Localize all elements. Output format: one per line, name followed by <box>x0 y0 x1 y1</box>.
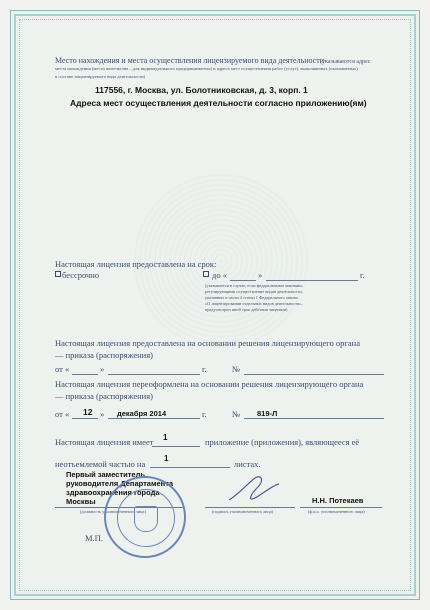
basis-day-line <box>72 374 98 375</box>
signatory-title-line: руководителя Департамента <box>66 479 174 488</box>
appendix-line2-before: неотъемлемой частью на <box>55 459 146 469</box>
appendix-text-before: Настоящая лицензия имеет <box>55 437 154 447</box>
basis-line2: — приказа (распоряжения) <box>55 350 153 360</box>
basis-month-line <box>108 374 200 375</box>
term-note-line: предусмотрен иной срок действия лицензии) <box>205 307 288 312</box>
official-seal-icon <box>104 476 186 558</box>
appendix-count-line <box>152 446 200 447</box>
reissue-month-line <box>108 418 200 419</box>
activity-place-heading-note: (указываются адрес <box>320 59 371 65</box>
basis-number-line <box>244 374 384 375</box>
license-address: 117556, г. Москва, ул. Болотниковская, д. 3, корп. 1 <box>95 85 308 95</box>
stamp-label: М.П. <box>85 533 103 543</box>
reissue-line2: — приказа (распоряжения) <box>55 391 153 401</box>
reissue-line1: Настоящая лицензия переоформлена на основании решения лицензирующего органа <box>55 379 364 389</box>
reissue-number: 819-Л <box>257 409 278 418</box>
appendix-text-after: приложение (приложения), являющееся её <box>205 437 360 447</box>
term-label: Настоящая лицензия предоставлена на срок: <box>55 259 217 269</box>
term-note-line: регулирующими осуществление видов деятельности, <box>205 289 303 294</box>
appendix-line2-after: листах. <box>234 459 261 469</box>
activity-place-note-line3: в составе лицензируемого вида деятельности) <box>55 74 146 79</box>
until-month-line <box>266 280 358 281</box>
reissue-number-line <box>244 418 384 419</box>
appendix-sheets: 1 <box>164 454 169 463</box>
position-note: (должность уполномоченного лица) <box>80 509 146 514</box>
signatory-name: Н.Н. Потекаев <box>312 496 364 505</box>
appendix-count: 1 <box>163 433 168 442</box>
term-note-line: (указывается в случае, если федеральными законами, <box>205 283 303 288</box>
reissue-from: от « <box>55 409 70 419</box>
name-note: (ф.и.о. уполномоченного лица) <box>308 509 365 514</box>
reissue-year-suffix: г. <box>202 409 207 419</box>
reissue-month-year: декабря 2014 <box>117 409 167 418</box>
indefinite-checkbox <box>55 271 61 277</box>
signature-icon <box>225 470 285 510</box>
reissue-quote: » <box>100 409 105 419</box>
term-note-line: указанных в части 4 статьи 1 Федерального закона <box>205 295 298 300</box>
until-quote: » <box>258 270 263 280</box>
appendix-sheets-line <box>150 467 230 468</box>
signatory-title-line: Москвы <box>66 497 96 506</box>
basis-number-label: № <box>232 364 241 374</box>
signature-note: (подпись уполномоченного лица) <box>212 509 274 514</box>
indefinite-label: бессрочно <box>62 270 100 280</box>
term-note-line: «О лицензировании отдельных видов деятельности», <box>205 301 303 306</box>
coat-of-arms-icon <box>134 506 158 532</box>
basis-from: от « <box>55 364 70 374</box>
basis-quote: » <box>100 364 105 374</box>
name-line <box>300 507 382 508</box>
until-day-line <box>230 280 256 281</box>
signatory-title-line: здравоохранения города <box>66 488 160 497</box>
until-prefix: до « <box>212 270 227 280</box>
activity-place-heading: Место нахождения и места осуществления лицензируемого вида деятельности <box>55 56 325 65</box>
until-year-suffix: г. <box>360 270 365 280</box>
activity-place-note-line2: места нахождения (место жительства – для индивидуального предпринимателя) и адреса мест осуществления работ (услуг), выполняемых (оказываемых) <box>55 66 358 71</box>
reissue-day: 12 <box>83 407 93 417</box>
signature-line <box>205 507 295 508</box>
signatory-title-line: Первый заместитель <box>66 470 145 479</box>
reissue-number-label: № <box>232 409 241 419</box>
basis-line1: Настоящая лицензия предоставлена на основании решения лицензирующего органа <box>55 338 360 348</box>
until-checkbox <box>203 271 209 277</box>
reissue-day-line <box>72 418 98 419</box>
addresses-note: Адреса мест осуществления деятельности согласно приложению(ям) <box>70 98 367 108</box>
basis-year-suffix: г. <box>202 364 207 374</box>
